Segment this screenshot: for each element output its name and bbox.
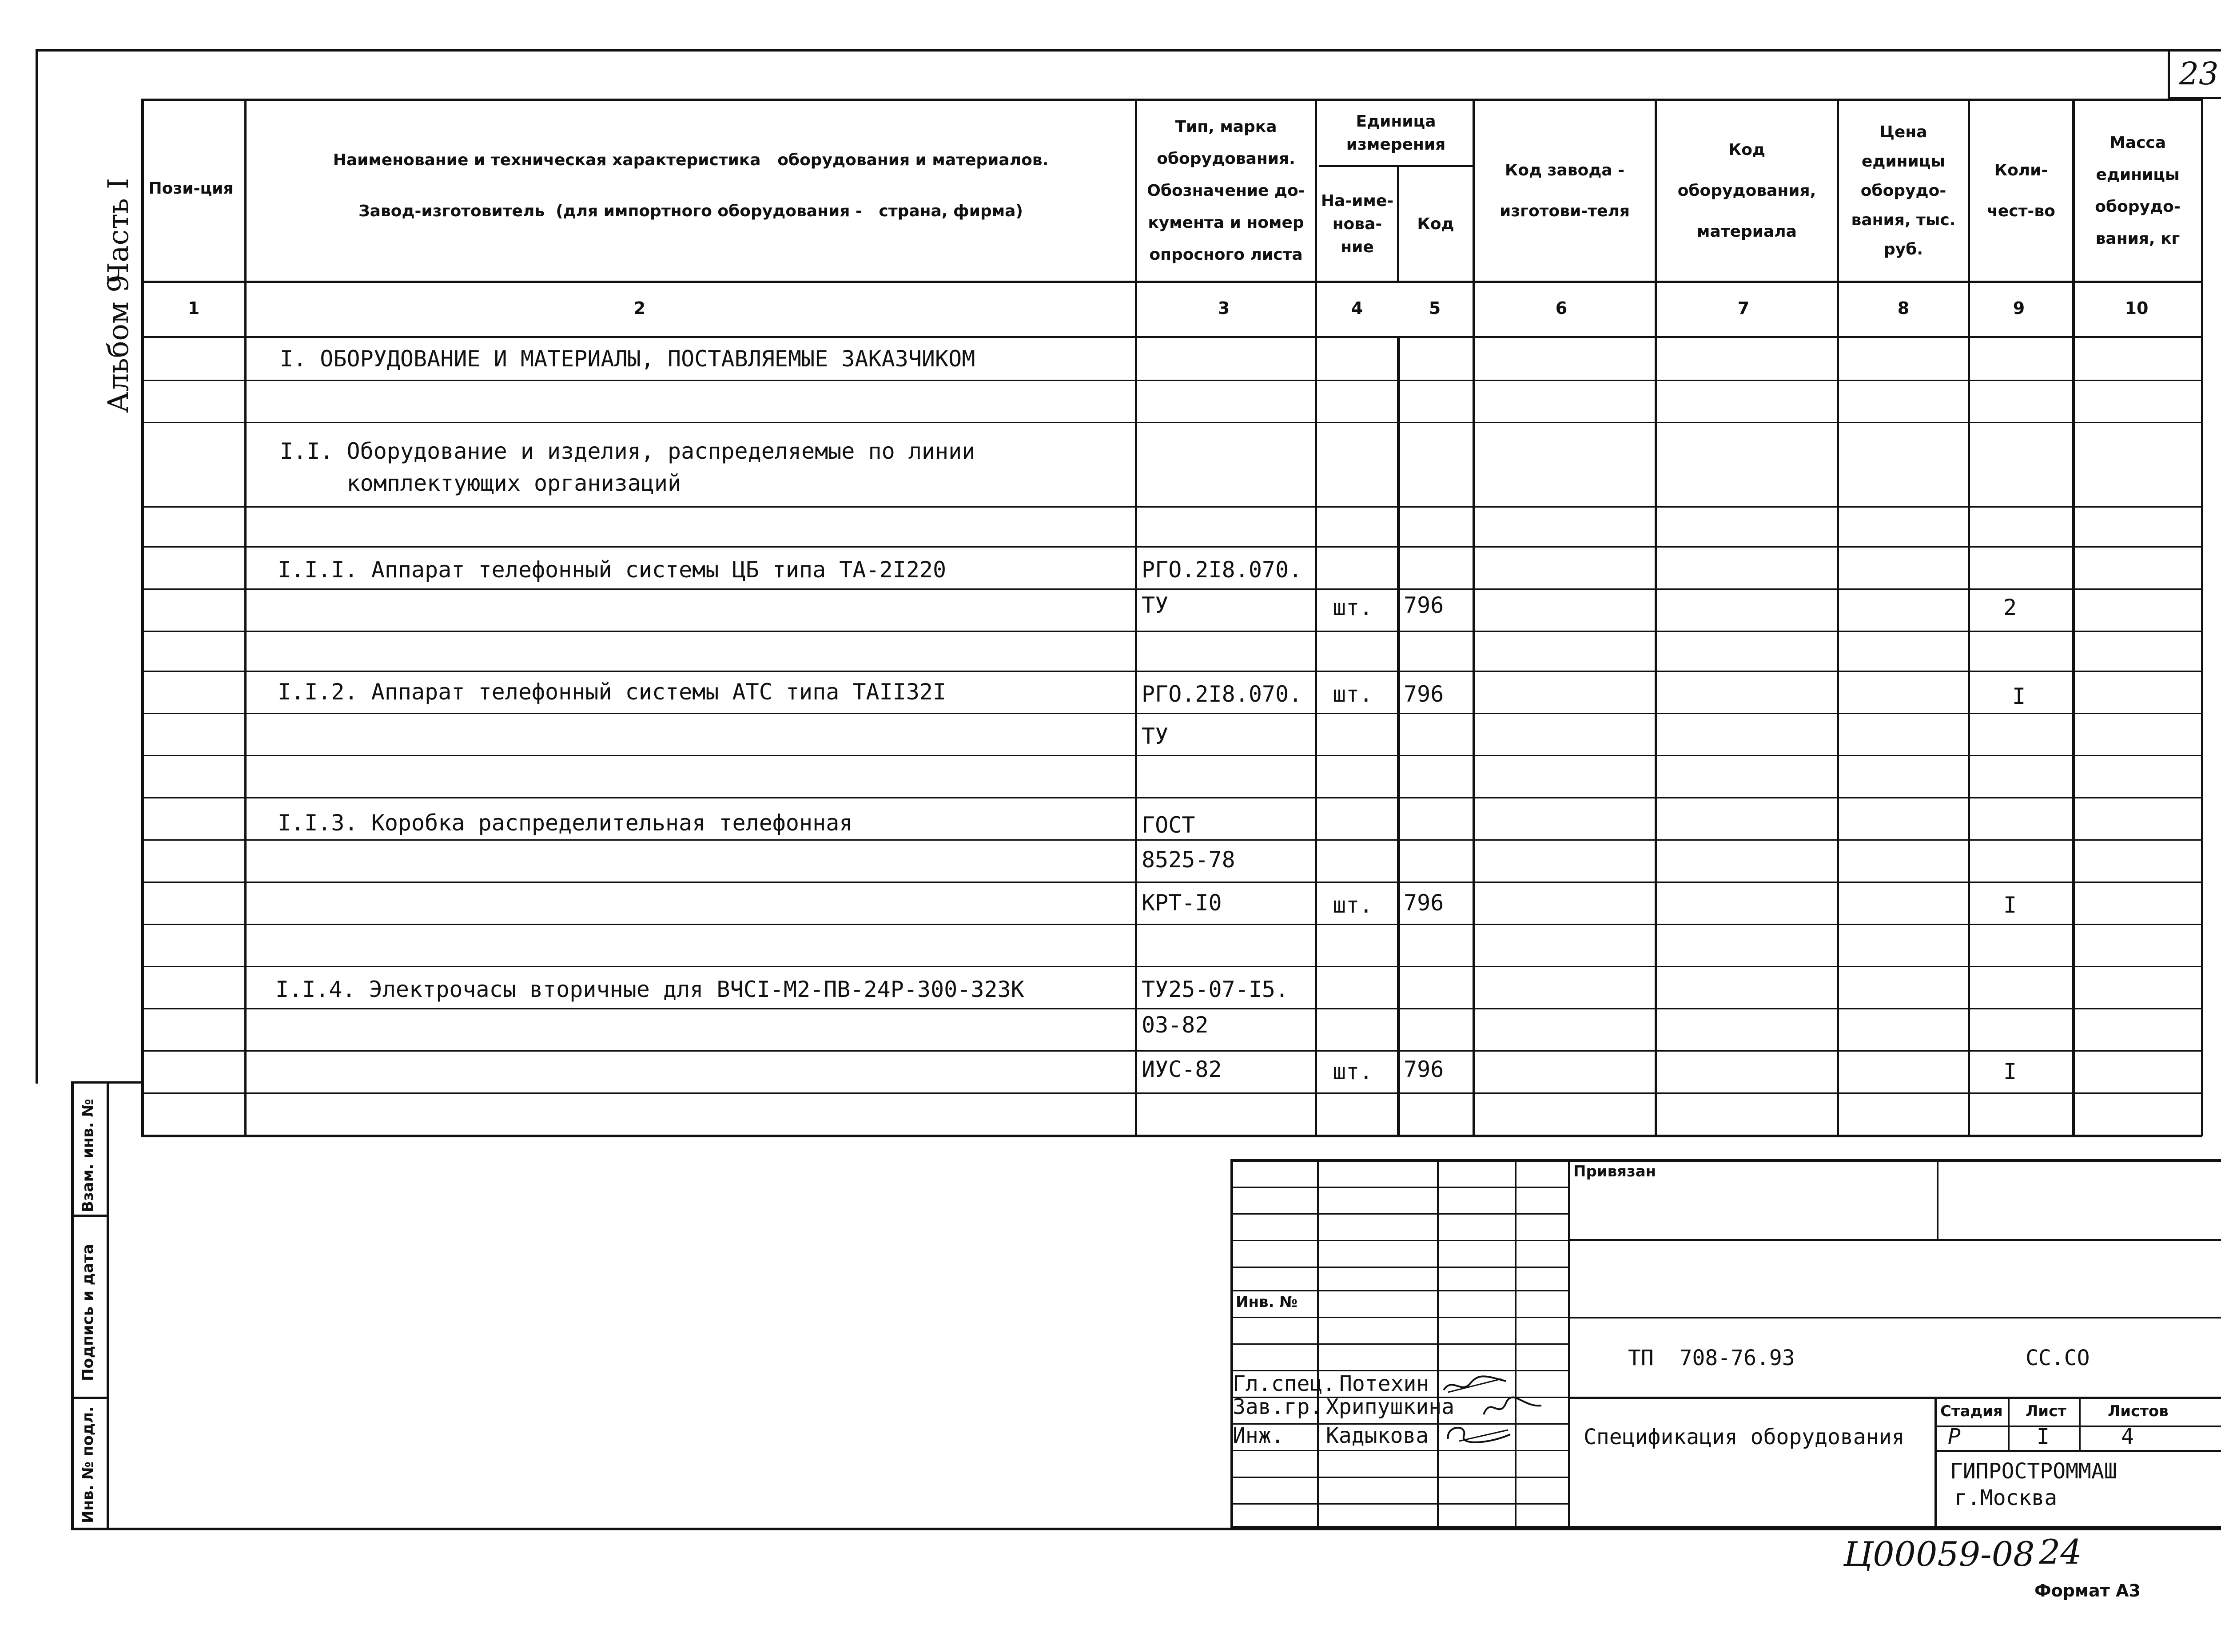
row-quantity: I [2012,683,2026,709]
row-type: ИУС-82 [1142,1056,1222,1082]
row-quantity: I [2003,892,2017,918]
row-type: ГОСТ [1142,812,1195,838]
signature-image [1479,1394,1546,1421]
row-type: ТУ [1142,592,1169,618]
stamp-margin-replace-inv: Взам. инв. № [79,1099,97,1212]
outer-frame-left [36,49,38,1084]
col-number-5: 5 [1429,298,1441,318]
header-name-line1: Наименование и техническая характеристика оборудования и материалов. [333,151,1049,169]
header-quantity: Коли-чест-во [1987,161,2055,220]
list-label: Лист [2026,1402,2066,1420]
signature-image [1441,1421,1517,1448]
side-label-album: Альбом 9 [102,274,135,413]
row-name: I. ОБОРУДОВАНИЕ И МАТЕРИАЛЫ, ПОСТАВЛЯЕМЫЕ ЗАКАЗЧИКОМ [280,346,975,372]
signer-name: Кадыкова [1326,1423,1429,1448]
signer-name: Хрипушкина [1326,1394,1454,1419]
row-name: I.I.2. Аппарат телефонный системы АТС типа ТАII32I [278,679,947,705]
archive-number: 24 [2039,1532,2082,1572]
row-quantity: 2 [2003,595,2017,620]
header-equipment-code: Код оборудования, материала [1677,141,1816,241]
row-code: 796 [1404,681,1444,707]
row-unit: шт. [1333,595,1373,620]
col-number-1: 1 [187,298,200,318]
doc-designation: ТП 708-76.93 [1628,1346,1795,1370]
col-number-4: 4 [1351,298,1363,318]
stamp-margin-original-inv: Инв. № подл. [79,1406,97,1523]
stadia-label: Стадия [1940,1402,2003,1420]
list-value: I [2037,1424,2050,1449]
header-unit-name: На-име-нова-ние [1321,192,1394,256]
row-type: ТУ25-07-I5. [1142,977,1289,1002]
header-type: Тип, марка оборудования. Обозначение до-кумента и номер опросного листа [1147,118,1305,264]
header-position: Пози-ция [148,179,234,198]
row-quantity: I [2003,1059,2017,1084]
signer-name: Потехин [1339,1371,1429,1396]
col-number-8: 8 [1897,298,1910,318]
side-label-part: Часть I [102,178,135,284]
sheet-number: 23 [2179,56,2219,92]
col-number-10: 10 [2125,298,2149,318]
privyazan-label: Привязан [1573,1163,1656,1180]
row-type: РГО.2I8.070. [1142,681,1302,707]
row-unit: шт. [1333,1059,1373,1084]
sheet-code: СС.СО [2026,1346,2090,1370]
outer-frame-top [36,49,2221,52]
organization-city: г.Москва [1954,1485,2058,1510]
row-type: РГО.2I8.070. [1142,557,1302,583]
col-number-7: 7 [1737,298,1750,318]
col-number-2: 2 [633,298,646,318]
row-unit: шт. [1333,892,1373,918]
row-code: 796 [1404,890,1444,916]
doc-title: Спецификация оборудования [1584,1425,1905,1449]
header-unit-code: Код [1417,215,1454,233]
stadia-value: Р [1948,1424,1961,1449]
header-factory-code: Код завода - изготови-теля [1500,161,1630,220]
row-type: 8525-78 [1142,847,1235,873]
col-number-6: 6 [1555,298,1568,318]
stamp-margin-signature-date: Подпись и дата [79,1244,97,1381]
organization-name: ГИПРОСТРОММАШ [1950,1459,2117,1484]
col-number-9: 9 [2013,298,2025,318]
row-code: 796 [1404,1056,1444,1082]
signer-role: Инж. [1233,1423,1284,1448]
header-price: Цена единицы оборудо-вания, тыс. руб. [1851,123,1956,258]
row-name: I.I.I. Аппарат телефонный системы ЦБ типа ТА-2I220 [278,557,947,583]
col-number-3: 3 [1218,298,1230,318]
row-type: ТУ [1142,723,1169,749]
row-unit: шт. [1333,681,1373,707]
listov-value: 4 [2121,1424,2134,1449]
header-name-line2: Завод-изготовитель (для импортного оборудования - страна, фирма) [358,202,1023,220]
paper-format: Формат А3 [2034,1581,2141,1600]
row-type: 03-82 [1142,1012,1209,1038]
row-name: I.I. Оборудование и изделия, распределяемые по линии комплектующих организаций [280,438,975,496]
header-mass: Масса единицы оборудо-вания, кг [2095,134,2181,248]
row-type: КРТ-I0 [1142,890,1222,916]
signer-role: Гл.спец. [1233,1371,1336,1396]
row-name: I.I.4. Электрочасы вторичные для ВЧСI-М2-ПВ-24Р-300-323К [275,977,1024,1002]
signer-role: Зав.гр. [1233,1394,1323,1419]
header-unit-group: Единица измерения [1346,112,1446,154]
inv-number-label: Инв. № [1236,1293,1298,1311]
row-name: I.I.3. Коробка распределительная телефонная [278,810,853,836]
archive-stamp: Ц00059-08 [1843,1534,2035,1574]
listov-label: Листов [2108,1402,2169,1420]
row-code: 796 [1404,592,1444,618]
